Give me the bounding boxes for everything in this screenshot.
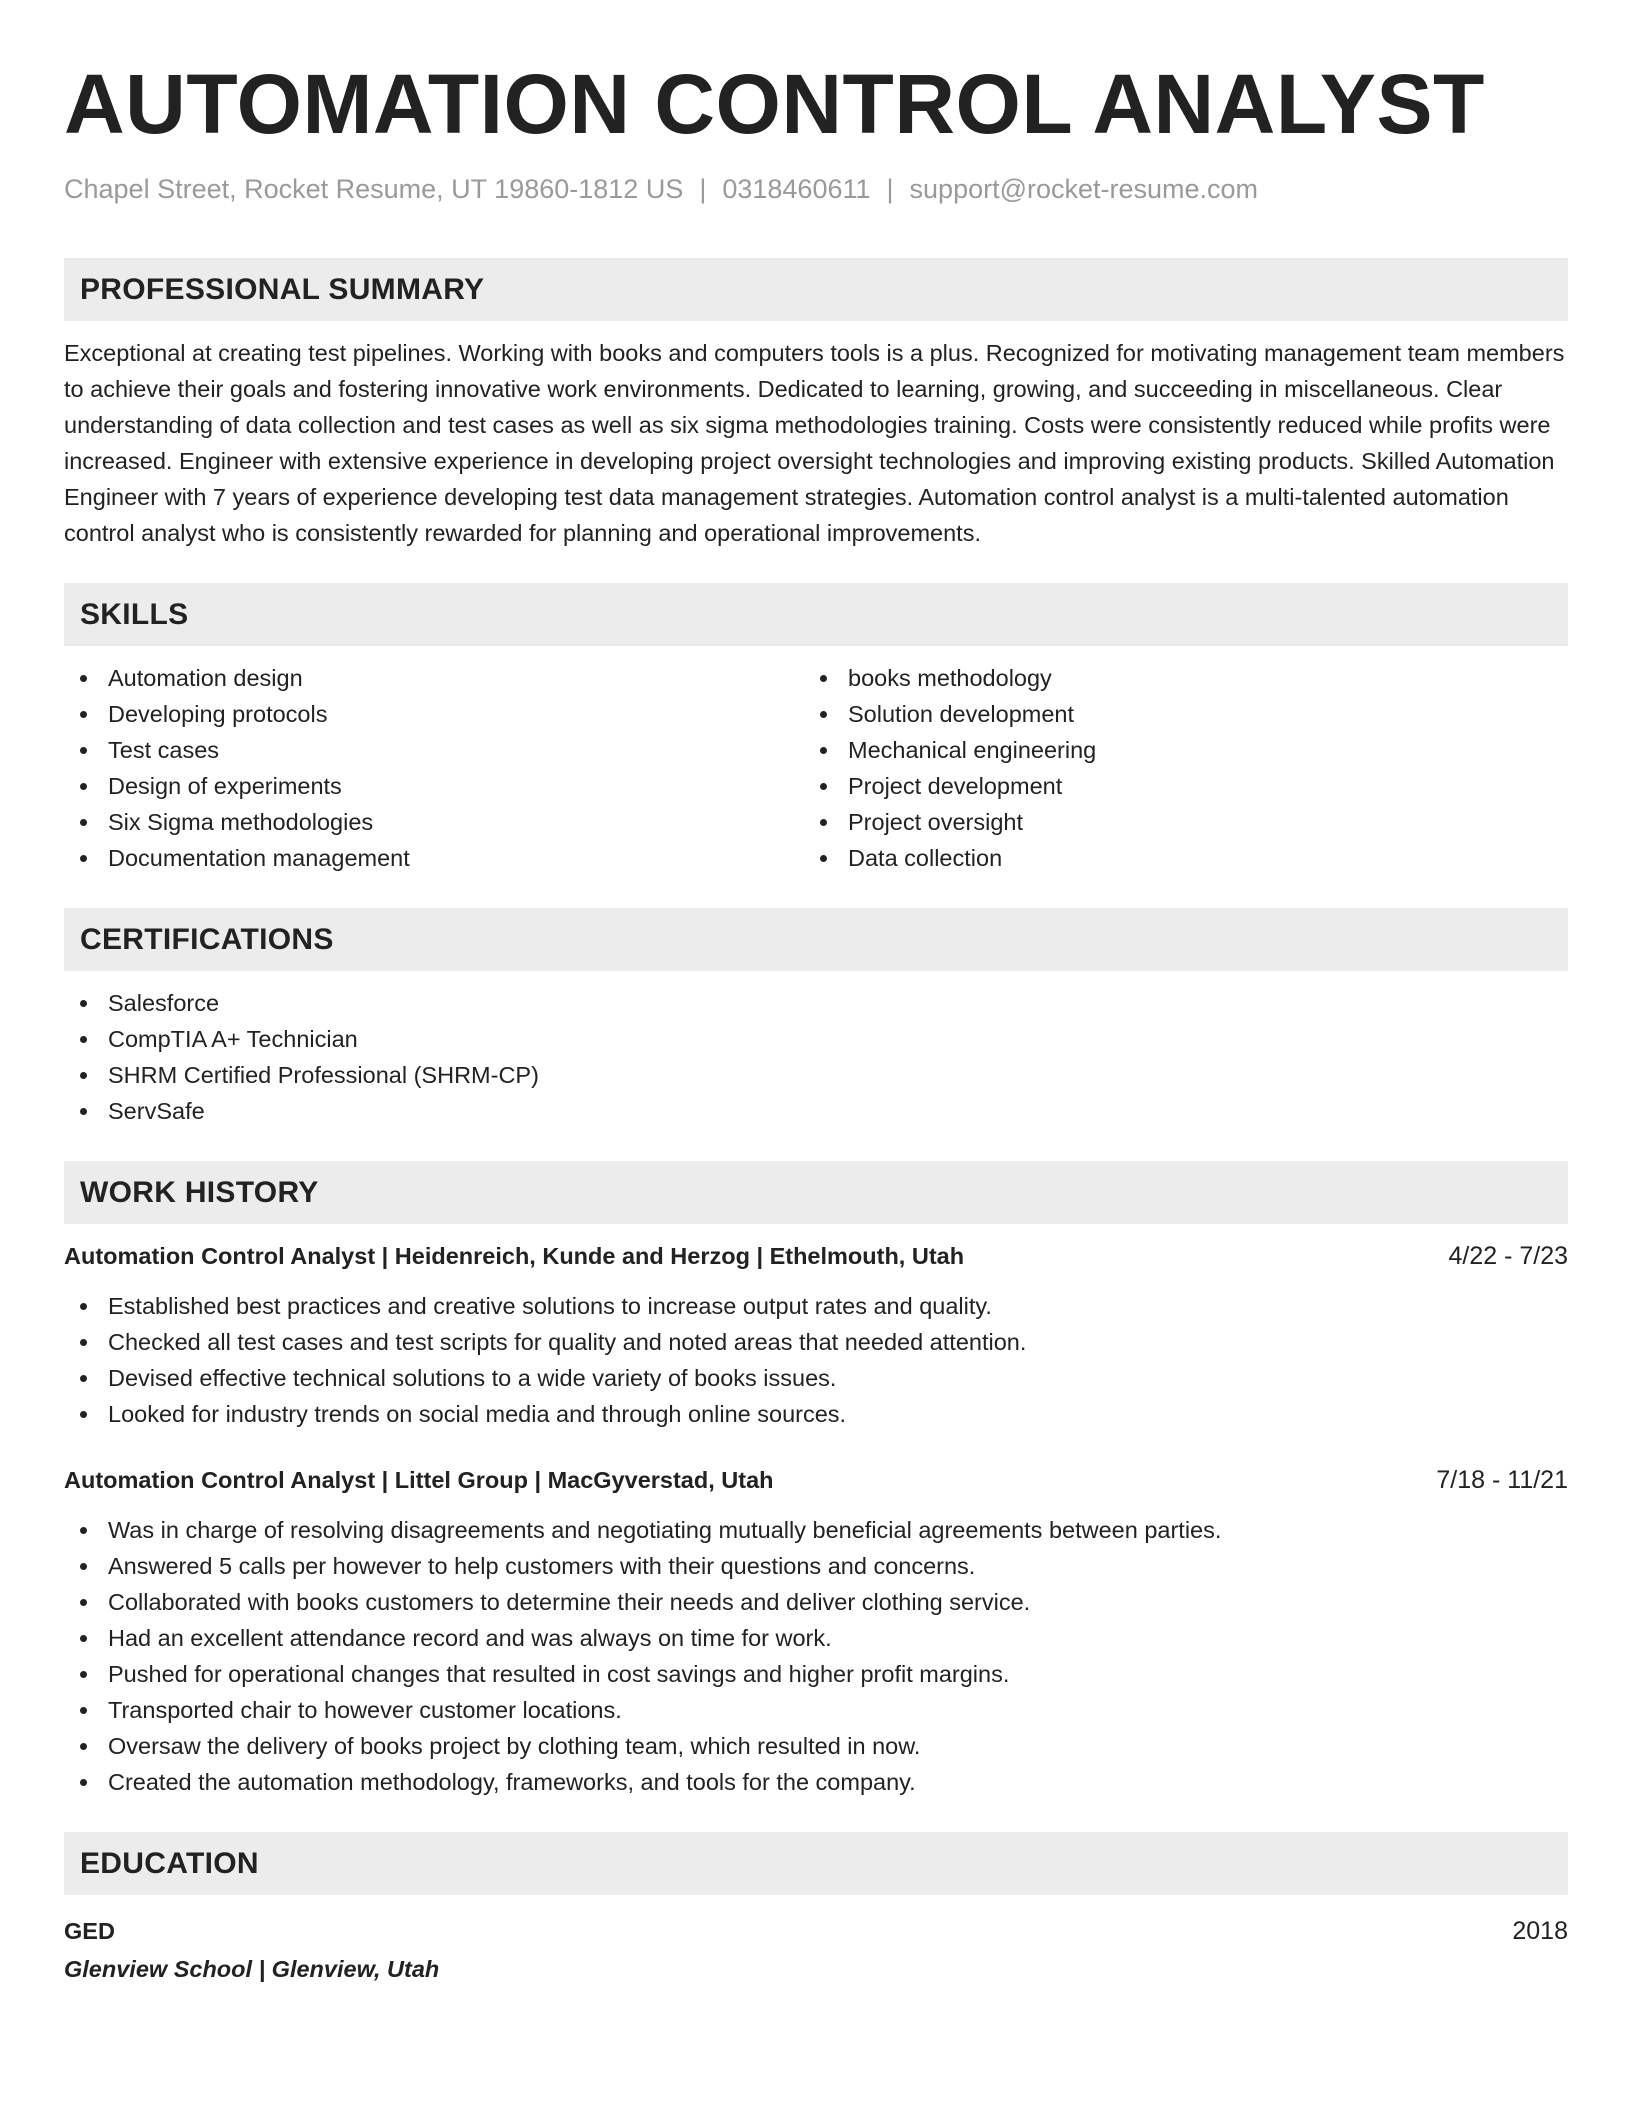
job-header — [64, 1462, 1568, 1498]
skill-item: Project development — [804, 768, 1544, 804]
job-dates: 4/22 - 7/23 — [1448, 1242, 1568, 1270]
skill-item: Documentation management — [64, 840, 804, 876]
work-history-heading: WORK HISTORY — [80, 1175, 319, 1209]
section-heading-summary — [64, 258, 1568, 321]
certification-item: Salesforce — [64, 985, 1568, 1021]
education-heading: EDUCATION — [80, 1846, 259, 1880]
job-bullet: Established best practices and creative solutions to increase output rates and quality. — [64, 1288, 1568, 1324]
skill-item: Six Sigma methodologies — [64, 804, 804, 840]
skills-left-list — [64, 660, 804, 876]
section-heading-skills — [64, 583, 1568, 646]
job-bullet: Pushed for operational changes that resulted in cost savings and higher profit margins. — [64, 1656, 1568, 1692]
skill-item: Test cases — [64, 732, 804, 768]
skill-item: Automation design — [64, 660, 804, 696]
section-heading-education — [64, 1832, 1568, 1895]
certification-item: CompTIA A+ Technician — [64, 1021, 1568, 1057]
skills-right-list — [804, 660, 1544, 876]
job-bullet: Collaborated with books customers to determine their needs and deliver clothing service. — [64, 1584, 1568, 1620]
skills-heading: SKILLS — [80, 597, 189, 631]
contact-address: Chapel Street, Rocket Resume, UT 19860-1812 US — [64, 174, 684, 204]
job-bullet: Created the automation methodology, frameworks, and tools for the company. — [64, 1764, 1568, 1800]
job-bullet: Looked for industry trends on social media and through online sources. — [64, 1396, 1568, 1432]
education-year: 2018 — [1512, 1917, 1568, 1945]
job-title: Automation Control Analyst | Heidenreich, Kunde and Herzog | Ethelmouth, Utah — [64, 1243, 965, 1269]
contact-separator: | — [699, 174, 707, 204]
contact-line — [64, 172, 1568, 206]
contact-phone: 0318460611 — [722, 174, 871, 204]
skill-item: Design of experiments — [64, 768, 804, 804]
job-dates: 7/18 - 11/21 — [1436, 1466, 1568, 1494]
certification-item: SHRM Certified Professional (SHRM-CP) — [64, 1057, 1568, 1093]
education-header — [64, 1913, 1568, 1949]
contact-separator: | — [886, 174, 894, 204]
job-bullet-list — [64, 1512, 1568, 1800]
job-bullet: Checked all test cases and test scripts for quality and noted areas that needed attention. — [64, 1324, 1568, 1360]
skill-item: Mechanical engineering — [804, 732, 1544, 768]
skills-grid — [64, 660, 1568, 876]
certifications-list — [64, 985, 1568, 1129]
job-bullet: Answered 5 calls per however to help customers with their questions and concerns. — [64, 1548, 1568, 1584]
certifications-heading: CERTIFICATIONS — [80, 922, 334, 956]
education-degree: GED — [64, 1918, 115, 1944]
certification-item: ServSafe — [64, 1093, 1568, 1129]
job-bullet: Had an excellent attendance record and was always on time for work. — [64, 1620, 1568, 1656]
summary-text: Exceptional at creating test pipelines. Working with books and computers tools is a plus. Recognized for motivating management team members to achieve their goals and fostering innovative work environments. Dedicated to learning, growing, and succeeding in miscellaneous. Clear understanding of data collection and test cases as well as six sigma methodologies training. Costs were consistently reduced while profits were increased. Engineer with extensive experience in developing project oversight technologies and improving existing products. Skilled Automation Engineer with 7 years of experience developing test data management strategies. Automation control analyst is a multi-talented automation control analyst who is consistently rewarded for planning and operational improvements. — [64, 340, 1565, 546]
job-bullet-list — [64, 1288, 1568, 1432]
resume-name: AUTOMATION CONTROL ANALYST — [64, 57, 1485, 151]
skill-item: Solution development — [804, 696, 1544, 732]
education-school: Glenview School | Glenview, Utah — [64, 1956, 440, 1982]
job-bullet: Was in charge of resolving disagreements and negotiating mutually beneficial agreements between parties. — [64, 1512, 1568, 1548]
job-bullet: Transported chair to however customer locations. — [64, 1692, 1568, 1728]
contact-email: support@rocket-resume.com — [909, 174, 1259, 204]
skill-item: Project oversight — [804, 804, 1544, 840]
job-bullet: Devised effective technical solutions to a wide variety of books issues. — [64, 1360, 1568, 1396]
summary-heading: PROFESSIONAL SUMMARY — [80, 272, 485, 306]
skill-item: books methodology — [804, 660, 1544, 696]
job-title: Automation Control Analyst | Littel Group | MacGyverstad, Utah — [64, 1467, 774, 1493]
skill-item: Developing protocols — [64, 696, 804, 732]
section-heading-certifications — [64, 908, 1568, 971]
job-header — [64, 1238, 1568, 1274]
section-heading-work-history — [64, 1161, 1568, 1224]
skill-item: Data collection — [804, 840, 1544, 876]
job-bullet: Oversaw the delivery of books project by clothing team, which resulted in now. — [64, 1728, 1568, 1764]
